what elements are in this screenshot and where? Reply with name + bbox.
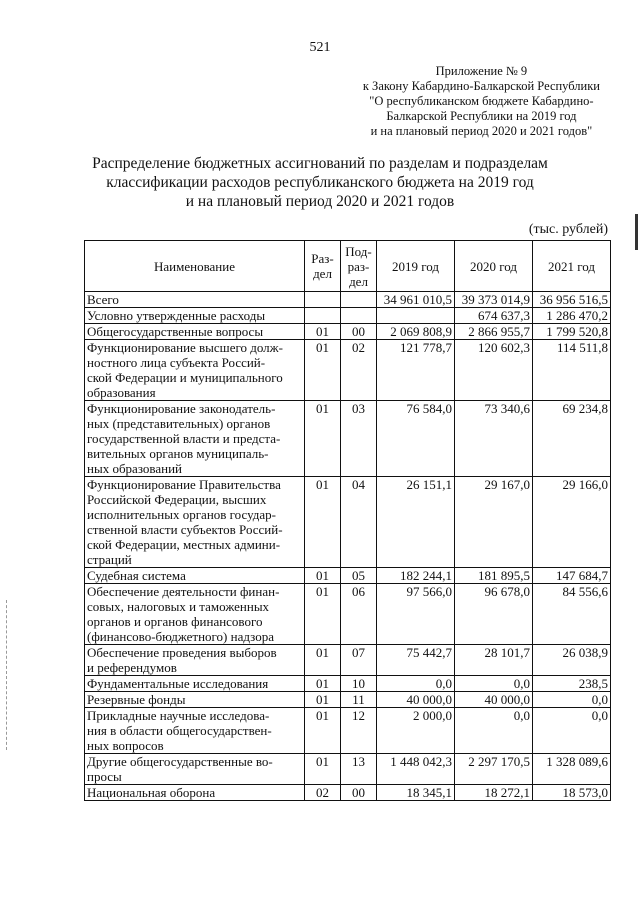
page-number: 521: [309, 40, 331, 55]
header-2021: 2021 год: [533, 241, 611, 292]
table-row: [85, 584, 611, 645]
row-value-2019: 97 566,0: [377, 584, 455, 645]
row-value-2019: 40 000,0: [377, 692, 455, 708]
row-subsection: 02: [341, 340, 377, 401]
row-value-2020: 181 895,5: [455, 568, 533, 584]
header-section: Раз- дел: [305, 241, 341, 292]
table-header-row: [85, 241, 611, 292]
row-value-2020: 28 101,7: [455, 645, 533, 676]
row-value-2019: 76 584,0: [377, 401, 455, 477]
row-value-2020: 40 000,0: [455, 692, 533, 708]
units-label: (тыс. рублей): [528, 222, 608, 237]
row-name: Национальная оборона: [85, 785, 305, 801]
row-subsection: 00: [341, 785, 377, 801]
row-name: Функционирование Правительства Российской Федерации, высших исполнительных органов государ- ственной власти субъектов Россий- ской Федерации, местных админи- страций: [85, 477, 305, 568]
row-name: Судебная система: [85, 568, 305, 584]
row-name: Обеспечение проведения выборов и референдумов: [85, 645, 305, 676]
row-name: Всего: [85, 292, 305, 308]
budget-table: [84, 240, 611, 801]
row-section: 01: [305, 692, 341, 708]
row-value-2021: 0,0: [533, 708, 611, 754]
row-value-2020: 674 637,3: [455, 308, 533, 324]
row-value-2019: 2 069 808,9: [377, 324, 455, 340]
table-row: [85, 785, 611, 801]
row-section: 01: [305, 477, 341, 568]
row-name: Обеспечение деятельности финан- совых, налоговых и таможенных органов и органов финансового (финансово-бюджетного) надзора: [85, 584, 305, 645]
row-subsection: 13: [341, 754, 377, 785]
table-row: [85, 340, 611, 401]
row-value-2019: 1 448 042,3: [377, 754, 455, 785]
row-name: Прикладные научные исследова- ния в области общегосударствен- ных вопросов: [85, 708, 305, 754]
row-name: Функционирование высшего долж- ностного лица субъекта Россий- ской Федерации и муниципального образования: [85, 340, 305, 401]
appendix-line: Приложение № 9: [435, 64, 528, 78]
row-subsection: 12: [341, 708, 377, 754]
row-value-2019: 75 442,7: [377, 645, 455, 676]
row-value-2021: 29 166,0: [533, 477, 611, 568]
row-value-2021: 84 556,6: [533, 584, 611, 645]
title-line: и на плановый период 2020 и 2021 годов: [185, 193, 455, 210]
appendix-line: "О республиканском бюджете Кабардино-: [369, 94, 594, 108]
row-value-2020: 96 678,0: [455, 584, 533, 645]
row-section: 01: [305, 401, 341, 477]
row-section: 01: [305, 584, 341, 645]
row-section: 01: [305, 708, 341, 754]
row-value-2021: 18 573,0: [533, 785, 611, 801]
row-value-2019: 26 151,1: [377, 477, 455, 568]
row-section: 01: [305, 754, 341, 785]
row-value-2021: 1 799 520,8: [533, 324, 611, 340]
row-value-2021: 0,0: [533, 692, 611, 708]
table-row: [85, 754, 611, 785]
row-value-2019: 34 961 010,5: [377, 292, 455, 308]
row-name: Условно утвержденные расходы: [85, 308, 305, 324]
table-row: [85, 477, 611, 568]
row-value-2020: 0,0: [455, 708, 533, 754]
row-section: 01: [305, 568, 341, 584]
appendix-line: Балкарской Республики на 2019 год: [386, 109, 577, 123]
row-value-2019: 121 778,7: [377, 340, 455, 401]
table-row: [85, 568, 611, 584]
row-value-2021: 238,5: [533, 676, 611, 692]
row-name: Фундаментальные исследования: [85, 676, 305, 692]
row-value-2021: 114 511,8: [533, 340, 611, 401]
row-subsection: 04: [341, 477, 377, 568]
row-section: [305, 292, 341, 308]
row-value-2021: 26 038,9: [533, 645, 611, 676]
row-value-2020: 120 602,3: [455, 340, 533, 401]
row-subsection: 00: [341, 324, 377, 340]
row-value-2020: 2 297 170,5: [455, 754, 533, 785]
row-value-2019: 2 000,0: [377, 708, 455, 754]
row-value-2019: 182 244,1: [377, 568, 455, 584]
row-name: Другие общегосударственные во- просы: [85, 754, 305, 785]
table-row: [85, 676, 611, 692]
appendix-line: и на плановый период 2020 и 2021 годов": [370, 124, 593, 138]
row-value-2021: 147 684,7: [533, 568, 611, 584]
row-section: [305, 308, 341, 324]
title-line: Распределение бюджетных ассигнований по разделам и подразделам: [92, 155, 548, 172]
row-value-2020: 73 340,6: [455, 401, 533, 477]
row-section: 01: [305, 645, 341, 676]
scan-margin-marks: [6, 600, 13, 750]
row-subsection: 11: [341, 692, 377, 708]
row-value-2020: 2 866 955,7: [455, 324, 533, 340]
row-value-2020: 29 167,0: [455, 477, 533, 568]
scan-edge-mark: [635, 214, 638, 250]
header-name: Наименование: [85, 241, 305, 292]
row-subsection: [341, 308, 377, 324]
table-row: [85, 708, 611, 754]
table-row: [85, 292, 611, 308]
row-subsection: 05: [341, 568, 377, 584]
row-section: 01: [305, 324, 341, 340]
row-value-2019: 0,0: [377, 676, 455, 692]
row-subsection: [341, 292, 377, 308]
row-value-2020: 39 373 014,9: [455, 292, 533, 308]
row-value-2021: 69 234,8: [533, 401, 611, 477]
row-subsection: 10: [341, 676, 377, 692]
row-section: 02: [305, 785, 341, 801]
row-value-2019: [377, 308, 455, 324]
header-2019: 2019 год: [377, 241, 455, 292]
row-subsection: 03: [341, 401, 377, 477]
row-section: 01: [305, 340, 341, 401]
row-value-2020: 18 272,1: [455, 785, 533, 801]
document-title: [60, 154, 580, 211]
header-2020: 2020 год: [455, 241, 533, 292]
row-value-2019: 18 345,1: [377, 785, 455, 801]
row-name: Функционирование законодатель- ных (представительных) органов государственной власти и предста- вительных органов муниципаль- ных образований: [85, 401, 305, 477]
header-subsection: Под- раз- дел: [341, 241, 377, 292]
appendix-line: к Закону Кабардино-Балкарской Республики: [362, 79, 600, 93]
row-name: Общегосударственные вопросы: [85, 324, 305, 340]
row-value-2021: 1 286 470,2: [533, 308, 611, 324]
table-row: [85, 692, 611, 708]
table-row: [85, 645, 611, 676]
row-value-2021: 1 328 089,6: [533, 754, 611, 785]
row-subsection: 06: [341, 584, 377, 645]
appendix-header: [363, 64, 600, 139]
row-value-2020: 0,0: [455, 676, 533, 692]
title-line: классификации расходов республиканского бюджета на 2019 год: [106, 174, 534, 191]
row-subsection: 07: [341, 645, 377, 676]
row-value-2021: 36 956 516,5: [533, 292, 611, 308]
row-name: Резервные фонды: [85, 692, 305, 708]
table-row: [85, 308, 611, 324]
row-section: 01: [305, 676, 341, 692]
table-row: [85, 401, 611, 477]
table-row: [85, 324, 611, 340]
